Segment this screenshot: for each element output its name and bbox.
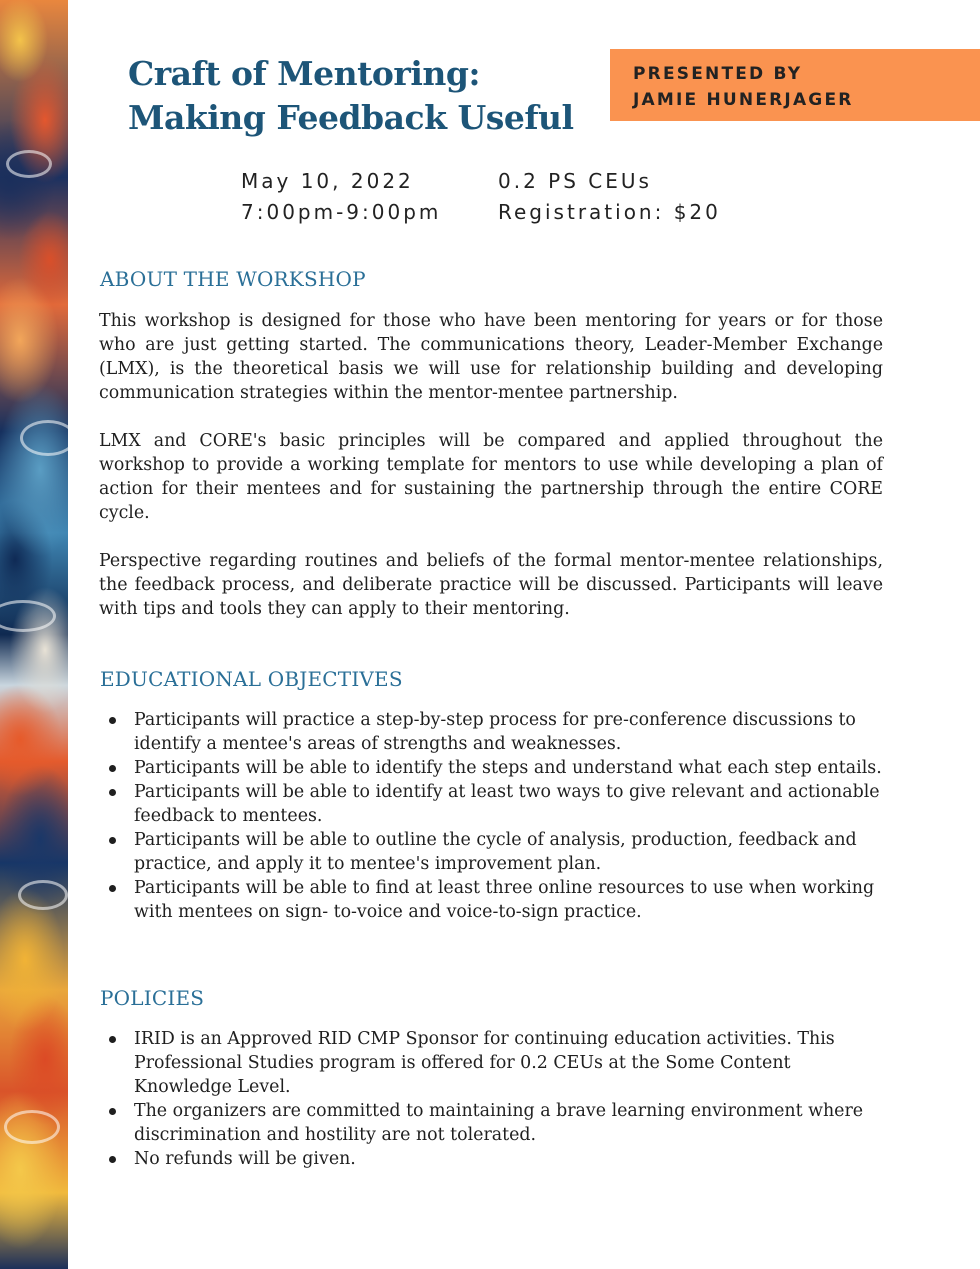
objective-item: Participants will be able to find at least three online resources to use when working with mentees on sign- to-voice and voice-to-sign practice. [100,876,890,924]
event-registration: Registration: $20 [498,200,721,224]
objective-item: Participants will be able to identify at least two ways to give relevant and actionable feedback to mentees. [100,780,890,828]
policy-item: The organizers are committed to maintaining a brave learning environment where discrimination and hostility are not tolerated. [100,1099,890,1147]
presented-by-label: PRESENTED BY [633,64,803,84]
about-heading: ABOUT THE WORKSHOP [100,267,366,291]
event-ceus: 0.2 PS CEUs [498,169,652,193]
objective-item: Participants will be able to identify the steps and understand what each step entails. [100,756,890,780]
swirl-decoration [4,1110,60,1144]
event-time: 7:00pm-9:00pm [241,200,442,224]
title-line: Craft of Mentoring: [128,54,481,93]
swirl-decoration [6,150,52,178]
swirl-decoration [18,880,68,910]
objective-item: Participants will be able to outline the cycle of analysis, production, feedback and practice, and apply it to mentee's improvement plan. [100,828,890,876]
event-ceus-registration [498,166,721,228]
page-title [128,52,598,140]
about-paragraph: This workshop is designed for those who have been mentoring for years or for those who are just getting started. The communications theory, Leader-Member Exchange (LMX), is the theoretical basis we will use for relationship building and developing communication strategies within the mentor-mentee partnership. [99,311,883,403]
objectives-heading: EDUCATIONAL OBJECTIVES [100,667,403,691]
swirl-decoration [0,600,56,632]
swirl-decoration [20,420,68,456]
decorative-fluid-art-strip [0,0,68,1269]
policies-list [100,1027,890,1171]
policy-item: IRID is an Approved RID CMP Sponsor for continuing education activities. This Professional Studies program is offered for 0.2 CEUs at the Some Content Knowledge Level. [100,1027,890,1099]
policy-item: No refunds will be given. [100,1147,890,1171]
presenter-banner [610,49,980,121]
policies-heading: POLICIES [100,986,205,1010]
title-line: Making Feedback Useful [128,98,574,137]
about-body [99,309,883,645]
presenter-name: JAMIE HUNERJAGER [633,90,854,110]
objectives-list [100,708,890,924]
event-date-time [241,166,441,228]
about-paragraph: LMX and CORE's basic principles will be compared and applied throughout the workshop to provide a working template for mentors to use while developing a plan of action for their mentees and for sustaining the partnership through the entire CORE cycle. [99,431,883,523]
about-paragraph: Perspective regarding routines and beliefs of the formal mentor-mentee relationships, the feedback process, and deliberate practice will be discussed. Participants will leave with tips and tools they can apply to their mentoring. [99,551,883,619]
event-date: May 10, 2022 [241,169,414,193]
objective-item: Participants will practice a step-by-step process for pre-conference discussions to identify a mentee's areas of strengths and weaknesses. [100,708,890,756]
